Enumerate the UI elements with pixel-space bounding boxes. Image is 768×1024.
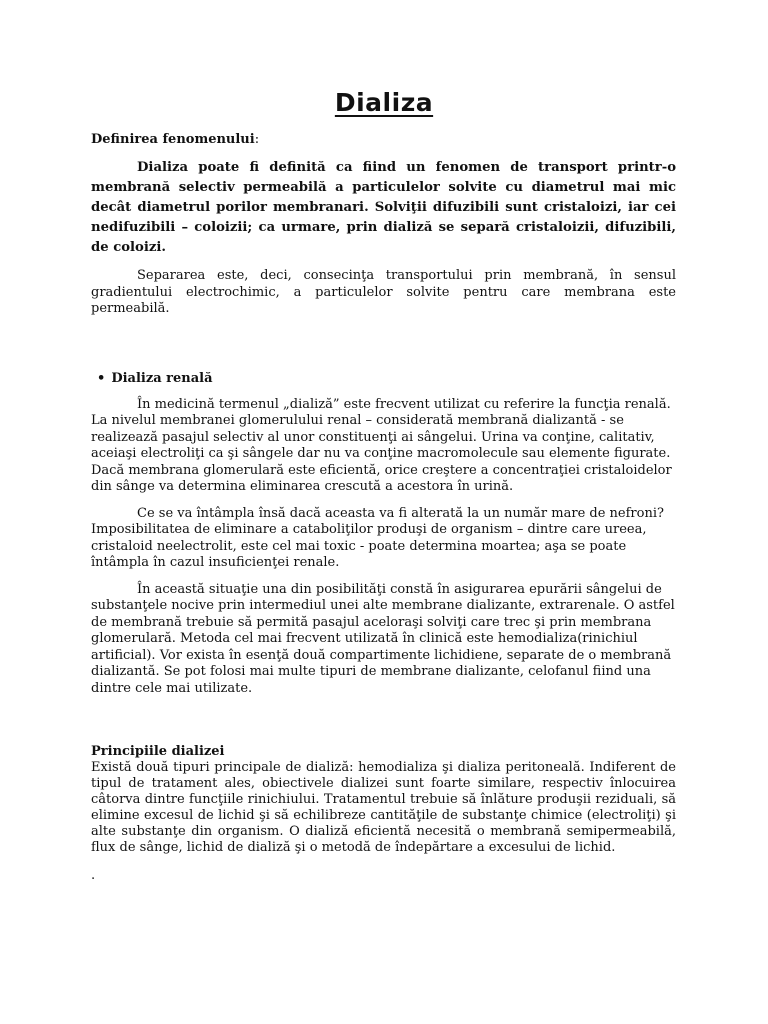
document-title-container: [0, 88, 768, 117]
renal-dialysis-heading: [91, 370, 676, 387]
document-body: [91, 131, 676, 884]
trailing-dot: .: [91, 868, 96, 883]
renal-dialysis-heading-text: Dializa renală: [111, 370, 213, 386]
renal-paragraph-3: În această situaţie una din posibilităţi constă în asigurarea epurării sângelui de substanţele nocive prin intermediul unei alte membrane dializante, extrarenale. O astfel de membrană trebuie să permită pasajul aceloraşi solviţi care trec şi prin membrana glomerulară. Metoda cel mai frecvent utilizată în clinică este hemodializa(rinichiul artificial). Vor exista în esenţă două compartimente lichidiene, separate de o membrană dializantă. Se pot folosi mai multe tipuri de membrane dializante, celofanul fiind una dintre cele mai utilizate.: [91, 581, 675, 696]
definition-bold-paragraph: Dializa poate fi definită ca fiind un fenomen de transport printr-o membrană selectiv permeabilă a particulelor solvite cu diametrul mai mic decât diametrul porilor membranari. Solviţii difuzibili sunt cristaloizi, iar cei nedifuzibili – coloizii; ca urmare, prin dializă se separă cristaloizii, difuzibili, de coloizi.: [91, 160, 676, 255]
principles-paragraph: Există două tipuri principale de dializă: hemodializa şi dializa peritoneală. Indiferent de tipul de tratament ales, obiectivele dializei sunt foarte similare, respectiv înlocuirea câtorva dintre funcţiile rinichiului. Tratamentul trebuie să înlăture produşii reziduali, să elimine excesul de lichid şi să echilibreze cantităţile de substanţe chimice (electroliţi) şi alte substanţe din organism. O dializă eficientă necesită o membrană semipermeabilă, flux de sânge, lichid de dializă şi o metodă de îndepărtare a excesului de lichid.: [91, 760, 676, 855]
renal-paragraph-2: Ce se va întâmpla însă dacă aceasta va fi alterată la un număr mare de nefroni? Imposibilitatea de eliminare a cataboliţilor produşi de organism – dintre care ureea, cristaloid neelectrolit, este cel mai toxic - poate determina moartea; aşa se poate întâmpla în cazul insuficienţei renale.: [91, 505, 664, 570]
renal-paragraph-1: În medicină termenul „dializă” este frecvent utilizat cu referire la funcţia renală. La nivelul membranei glomerulului renal – considerată membrană dializantă - se realizează pasajul selectiv al unor constituenţi ai sângelui. Urina va conţine, calitativ, aceiaşi electroliţi ca şi sângele dar nu va conţine macromolecule sau elemente figurate. Dacă membrana glomerulară este eficientă, orice creştere a concentraţiei cristaloidelor din sânge va determina eliminarea crescută a acestora în urină.: [91, 396, 672, 494]
separation-paragraph: Separarea este, deci, consecinţa transportului prin membrană, în sensul gradientului electrochimic, a particulelor solvite pentru care membrana este permeabilă.: [91, 268, 676, 316]
bullet-icon: •: [97, 370, 106, 386]
heading-colon: :: [254, 132, 260, 147]
section-definition-heading-text: Definirea fenomenului: [91, 132, 255, 147]
section-definition-heading: [91, 131, 676, 148]
document-title: Dializa: [334, 88, 434, 117]
principles-heading: Principiile dializei: [91, 744, 225, 759]
